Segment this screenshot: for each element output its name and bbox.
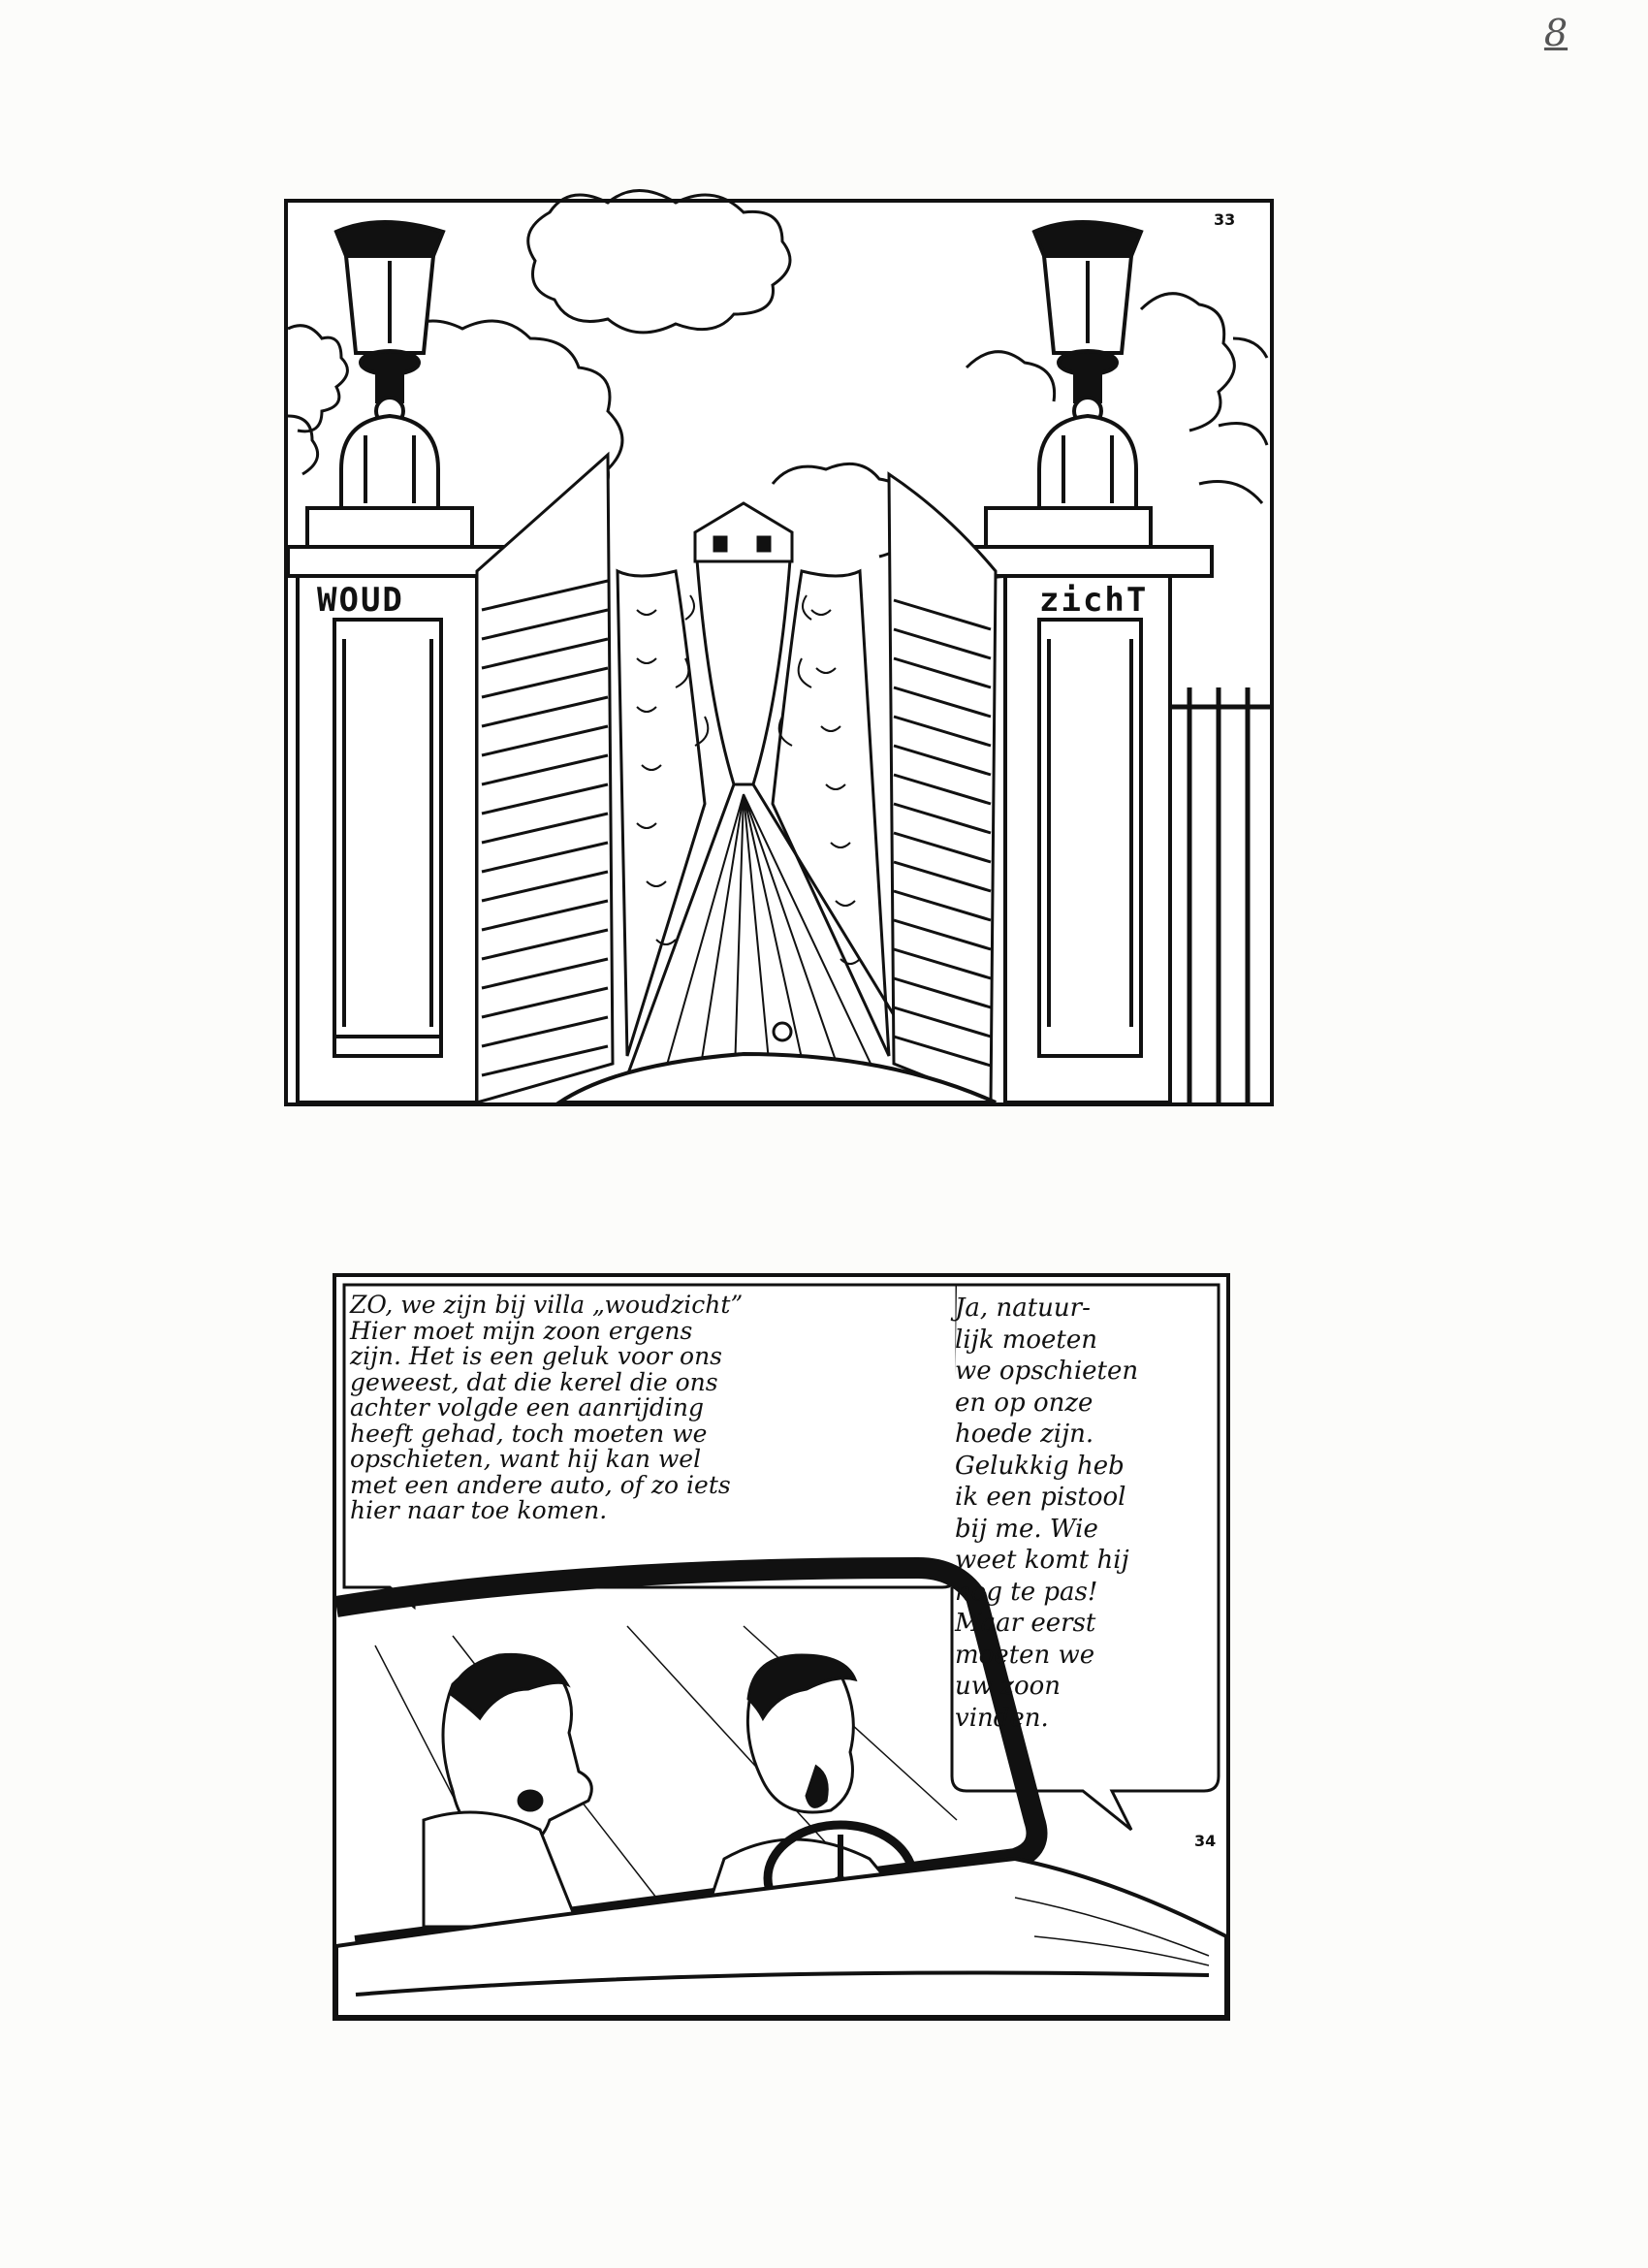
panel-number: 33 bbox=[1214, 210, 1236, 229]
distant-villa bbox=[695, 503, 792, 561]
comic-panel-34 bbox=[333, 1273, 1230, 2021]
cloud bbox=[967, 352, 1055, 401]
cloud bbox=[1141, 294, 1234, 431]
left-gate-door bbox=[477, 455, 613, 1102]
panel-number: 34 bbox=[1194, 1832, 1217, 1850]
speech-balloon-2-text: Ja, natuur- lijk moeten we opschieten en op onze hoede zijn. Gelukkig heb ik een pistool bij me. Wie weet komt hij nog te pas! Maar eerst moeten we uw zoon vinden. bbox=[955, 1294, 1139, 1733]
comic-panel-33 bbox=[284, 199, 1274, 1106]
right-lantern bbox=[1034, 222, 1141, 508]
villa-gate-illustration bbox=[288, 203, 1270, 1102]
gate-sign-left: WOUD bbox=[317, 581, 404, 620]
right-gate-door bbox=[889, 474, 996, 1102]
left-lantern bbox=[336, 222, 443, 508]
hood-ornament bbox=[774, 1023, 791, 1040]
page-number: 8 bbox=[1543, 12, 1569, 54]
cloud bbox=[528, 191, 790, 333]
gate-sign-right: zichT bbox=[1039, 581, 1149, 620]
passenger bbox=[424, 1654, 591, 1927]
speech-balloon-1-text: ZO, we zijn bij villa „woudzicht” Hier moet mijn zoon ergens zijn. Het is een geluk voor ons geweest, dat die kerel die ons achter volgde een aanrijding heeft gehad, toch moeten we opschieten, want hij kan wel met een andere auto, of zo iets hier naar toe komen. bbox=[350, 1291, 744, 1524]
fence bbox=[1170, 687, 1270, 1102]
